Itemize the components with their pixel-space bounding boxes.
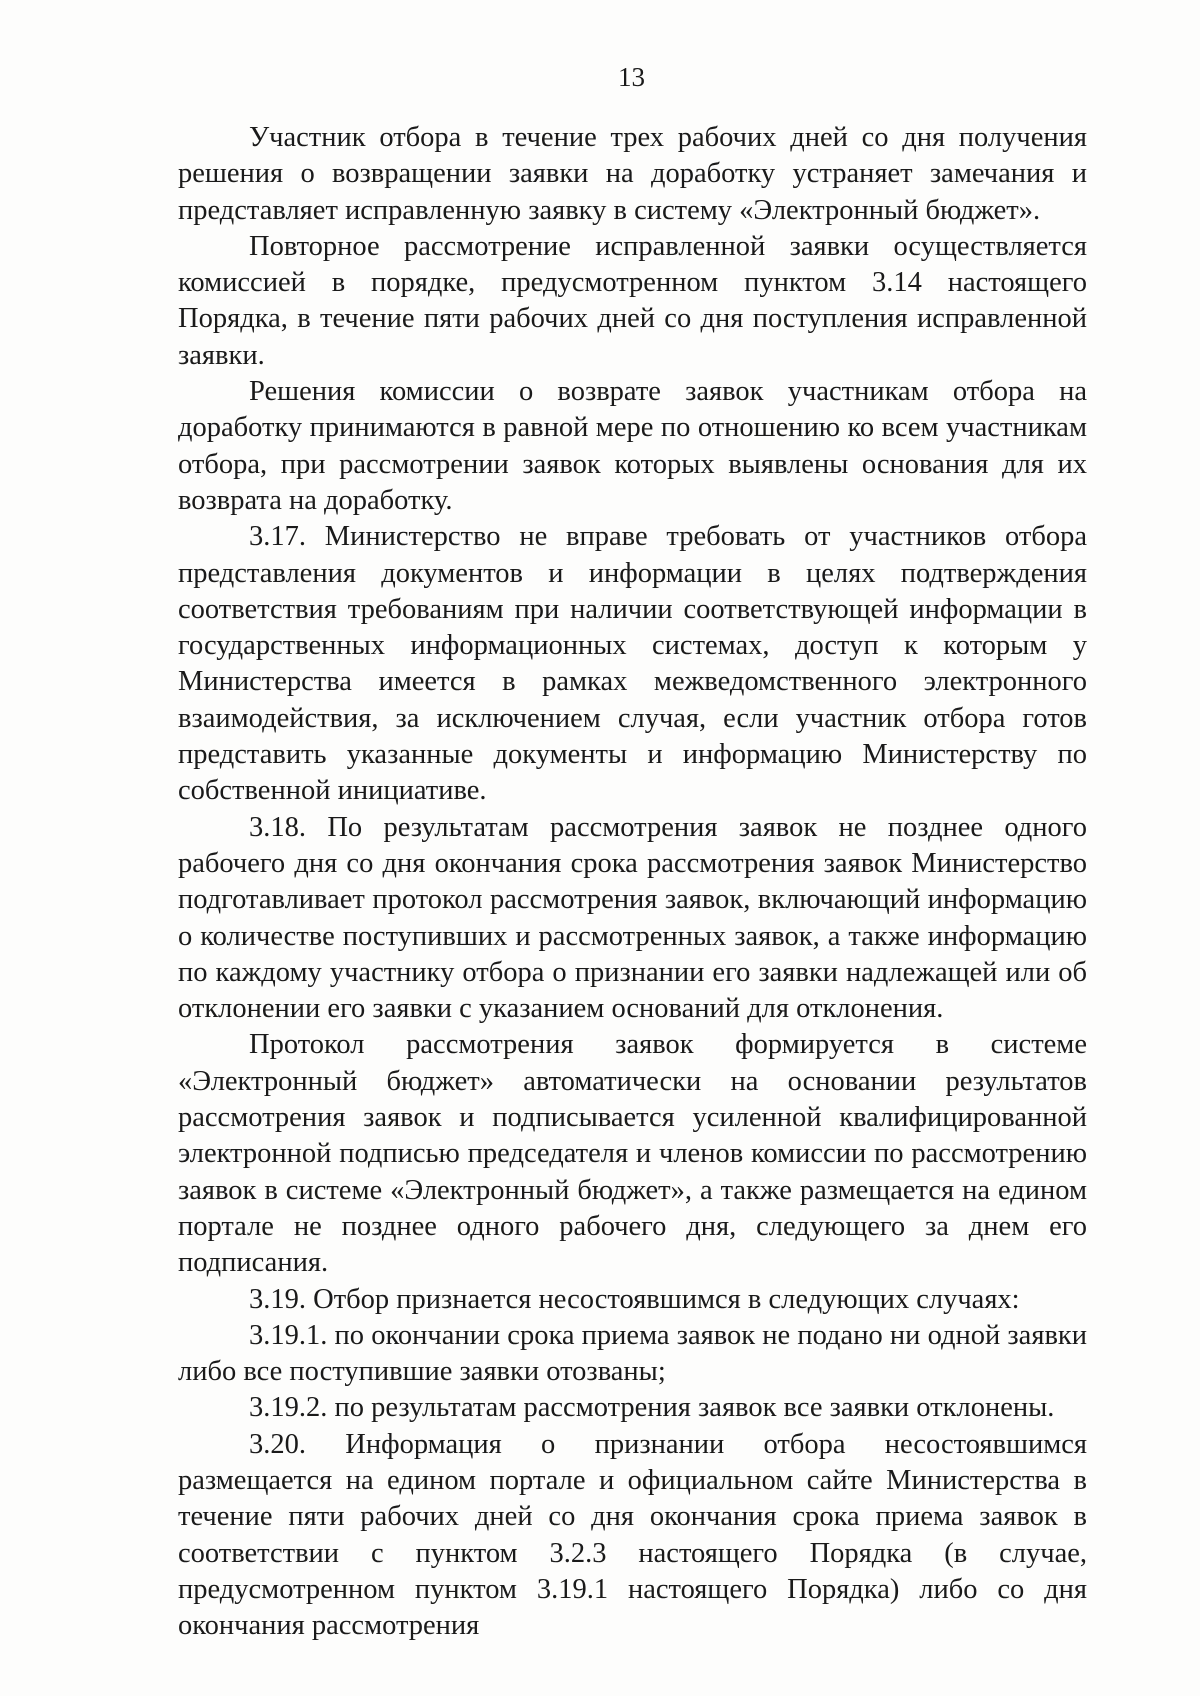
paragraph-3-17: 3.17. Министерство не вправе требовать от участников отбора представления документов и информации в целях подтверждения соответствия требованиям при наличии соответствующей информации в государственных информационных системах, доступ к которым у Министерства имеется в рамках межведомственного электронного взаимодействия, за исключением случая, если участник отбора готов представить указанные документы и информацию Министерству по собственной инициативе.: [178, 521, 1087, 807]
paragraph-3-20: 3.20. Информация о признании отбора несостоявшимся размещается на едином портале и официальном сайте Министерства в течение пяти рабочих дней со дня окончания срока приема заявок в соответствии с пунктом 3.2.3 настоящего Порядка (в случае, предусмотренном пунктом 3.19.1 настоящего Порядка) либо со дня окончания рассмотрения: [178, 1428, 1087, 1642]
document-body: [178, 120, 1087, 1644]
page-number: 13: [618, 62, 645, 92]
paragraph-protocol: Протокол рассмотрения заявок формируется в системе «Электронный бюджет» автоматически на основании результатов рассмотрения заявок и подписывается усиленной квалифицированной электронной подписью председателя и членов комиссии по рассмотрению заявок в системе «Электронный бюджет», а также размещается на едином портале не позднее одного рабочего дня, следующего за днем его подписания.: [178, 1029, 1087, 1279]
paragraph-3-19-1: 3.19.1. по окончании срока приема заявок не подано ни одной заявки либо все поступившие заявки отозваны;: [178, 1319, 1087, 1388]
paragraph-re-review: Повторное рассмотрение исправленной заявки осуществляется комиссией в порядке, предусмотренном пунктом 3.14 настоящего Порядка, в течение пяти рабочих дней со дня поступления исправленной заявки.: [178, 230, 1087, 371]
paragraph-return-decisions: Решения комиссии о возврате заявок участникам отбора на доработку принимаются в равной мере по отношению ко всем участникам отбора, при рассмотрении заявок которых выявлены основания для их возврата на доработку.: [178, 376, 1087, 516]
paragraph-3-19-2: 3.19.2. по результатам рассмотрения заявок все заявки отклонены.: [249, 1392, 1055, 1424]
paragraph-3-19: 3.19. Отбор признается несостоявшимся в следующих случаях:: [249, 1283, 1020, 1315]
paragraph-3-18: 3.18. По результатам рассмотрения заявок не позднее одного рабочего дня со дня окончания срока рассмотрения заявок Министерство подготавливает протокол рассмотрения заявок, включающий информацию о количестве поступивших и рассмотренных заявок, а также информацию по каждому участнику отбора о признании его заявки надлежащей или об отклонении его заявки с указанием оснований для отклонения.: [178, 811, 1087, 1025]
paragraph-resubmission: Участник отбора в течение трех рабочих дней со дня получения решения о возвращении заявки на доработку устраняет замечания и представляет исправленную заявку в систему «Электронный бюджет».: [178, 122, 1087, 226]
